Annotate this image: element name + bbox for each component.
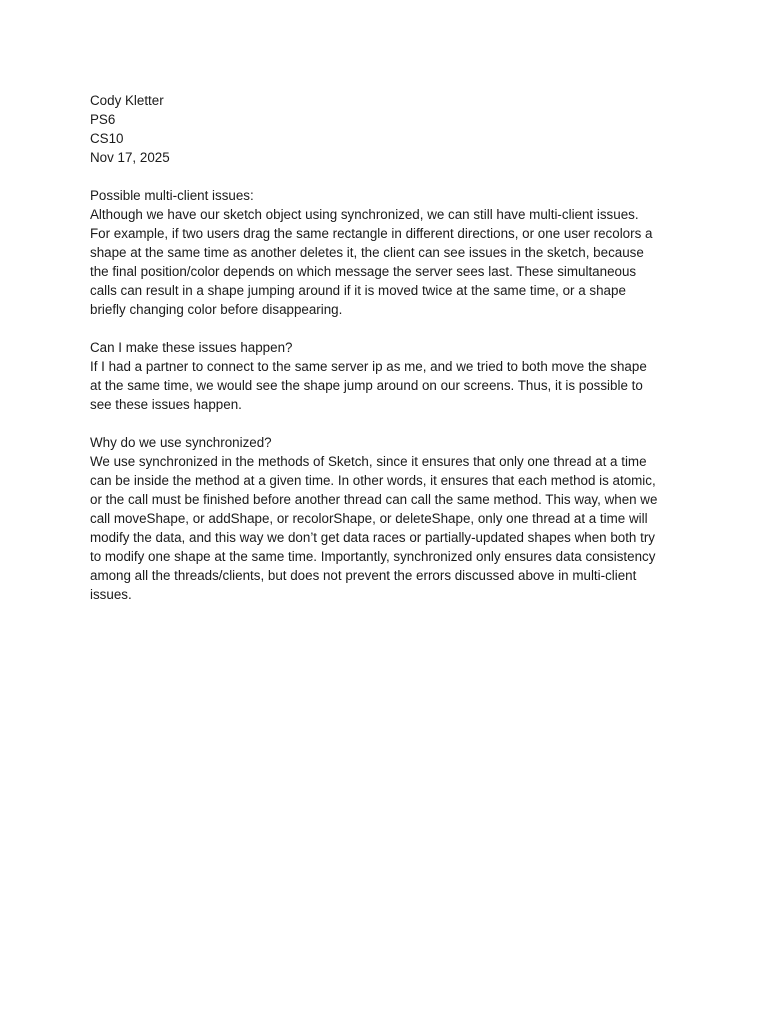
section-text-line: see these issues happen.: [90, 397, 242, 412]
paragraph-gap: [90, 167, 682, 186]
section-text-line: at the same time, we would see the shape jump around on our screens. Thus, it is possible to: [90, 378, 643, 393]
document-body: [90, 91, 682, 604]
section-text-line: Although we have our sketch object using synchronized, we can still have multi-client issues.: [90, 207, 639, 222]
section-text-line: calls can result in a shape jumping around if it is moved twice at the same time, or a shape: [90, 283, 626, 298]
section-multi-client-issues: [90, 186, 682, 319]
section-text-line: modify the data, and this way we don’t get data races or partially-updated shapes when both try: [90, 530, 655, 545]
section-heading: Possible multi-client issues:: [90, 188, 254, 203]
section-text-line: briefly changing color before disappearing.: [90, 302, 343, 317]
section-make-issues-happen: [90, 338, 682, 414]
paragraph-gap: [90, 319, 682, 338]
assignment-id: PS6: [90, 112, 116, 127]
header-block: [90, 91, 682, 167]
section-heading: Why do we use synchronized?: [90, 435, 272, 450]
author-name: Cody Kletter: [90, 93, 164, 108]
section-why-synchronized: [90, 433, 682, 604]
course-code: CS10: [90, 131, 124, 146]
paragraph-gap: [90, 414, 682, 433]
section-text-line: among all the threads/clients, but does not prevent the errors discussed above in multi-client: [90, 568, 637, 583]
section-text-line: If I had a partner to connect to the same server ip as me, and we tried to both move the shape: [90, 359, 647, 374]
section-text-line: to modify one shape at the same time. Importantly, synchronized only ensures data consistency: [90, 549, 656, 564]
section-text-line: the final position/color depends on which message the server sees last. These simultaneous: [90, 264, 637, 279]
document-date: Nov 17, 2025: [90, 150, 170, 165]
section-heading: Can I make these issues happen?: [90, 340, 293, 355]
section-text-line: For example, if two users drag the same rectangle in different directions, or one user recolors a: [90, 226, 653, 241]
section-text-line: can be inside the method at a given time. In other words, it ensures that each method is atomic,: [90, 473, 656, 488]
section-text-line: or the call must be finished before another thread can call the same method. This way, when we: [90, 492, 658, 507]
section-text-line: issues.: [90, 587, 132, 602]
section-text-line: shape at the same time as another deletes it, the client can see issues in the sketch, because: [90, 245, 644, 260]
section-text-line: We use synchronized in the methods of Sketch, since it ensures that only one thread at a time: [90, 454, 647, 469]
section-text-line: call moveShape, or addShape, or recolorShape, or deleteShape, only one thread at a time will: [90, 511, 648, 526]
